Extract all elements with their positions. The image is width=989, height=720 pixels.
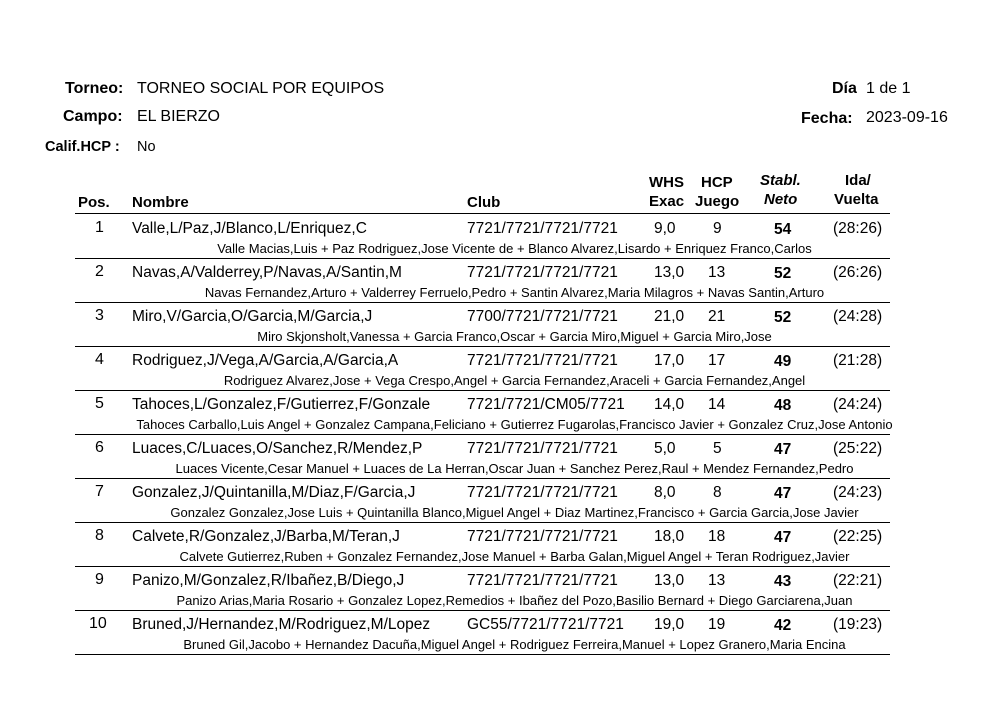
row-divider	[75, 346, 890, 347]
row-ida-vuelta: (22:25)	[833, 528, 883, 545]
header-whs-1: WHS	[649, 174, 684, 191]
row-stableford-neto: 47	[774, 441, 792, 458]
row-ida-vuelta: (24:23)	[833, 484, 883, 501]
row-whs: 13,0	[654, 264, 685, 281]
row-position: 1	[95, 219, 104, 236]
row-player-names: Tahoces Carballo,Luis Angel + Gonzalez Campana,Feliciano + Gutierrez Fugarolas,Francisco Javier + Gonzalez Cruz,Jose Antonio	[136, 417, 893, 432]
row-hcp: 14	[708, 396, 726, 413]
header-divider	[75, 213, 890, 214]
header-stabl-1: Stabl.	[760, 172, 801, 189]
row-team-name: Valle,L/Paz,J/Blanco,L/Enriquez,C	[132, 220, 367, 237]
row-whs: 13,0	[654, 572, 685, 589]
row-hcp: 19	[708, 616, 726, 633]
calif-hcp-label: Calif.HCP :	[45, 139, 120, 155]
header-nombre: Nombre	[132, 194, 189, 211]
row-player-names: Luaces Vicente,Cesar Manuel + Luaces de La Herran,Oscar Juan + Sanchez Perez,Raul + Mendez Fernandez,Pedro	[175, 461, 854, 476]
row-hcp: 21	[708, 308, 726, 325]
row-club: 7721/7721/7721/7721	[467, 484, 618, 501]
row-whs: 14,0	[654, 396, 685, 413]
row-whs: 8,0	[654, 484, 676, 501]
row-whs: 9,0	[654, 220, 676, 237]
row-team-name: Navas,A/Valderrey,P/Navas,A/Santin,M	[132, 264, 402, 281]
row-ida-vuelta: (24:28)	[833, 308, 883, 325]
row-club: 7721/7721/CM05/7721	[467, 396, 625, 413]
row-divider	[75, 566, 890, 567]
row-divider	[75, 258, 890, 259]
row-whs: 18,0	[654, 528, 685, 545]
row-club: 7721/7721/7721/7721	[467, 572, 618, 589]
row-stableford-neto: 42	[774, 617, 792, 634]
row-stableford-neto: 52	[774, 265, 792, 282]
row-team-name: Panizo,M/Gonzalez,R/Ibañez,B/Diego,J	[132, 572, 405, 589]
row-position: 10	[89, 615, 107, 632]
row-hcp: 8	[713, 484, 722, 501]
row-ida-vuelta: (19:23)	[833, 616, 883, 633]
row-whs: 21,0	[654, 308, 685, 325]
row-position: 6	[95, 439, 104, 456]
header-hcp-1: HCP	[701, 174, 733, 191]
header-pos: Pos.	[78, 194, 110, 211]
calif-hcp-value: No	[137, 139, 156, 155]
row-position: 4	[95, 351, 104, 368]
row-ida-vuelta: (24:24)	[833, 396, 883, 413]
row-position: 2	[95, 263, 104, 280]
row-player-names: Valle Macias,Luis + Paz Rodriguez,Jose Vicente de + Blanco Alvarez,Lisardo + Enriquez Franco,Carlos	[217, 241, 812, 256]
row-ida-vuelta: (22:21)	[833, 572, 883, 589]
row-position: 9	[95, 571, 104, 588]
row-hcp: 17	[708, 352, 726, 369]
fecha-value: 2023-09-16	[866, 109, 948, 126]
row-player-names: Gonzalez Gonzalez,Jose Luis + Quintanilla Blanco,Miguel Angel + Diaz Martinez,Francisco + Garcia Garcia,Jose Javier	[170, 505, 859, 520]
row-club: 7721/7721/7721/7721	[467, 352, 618, 369]
row-divider	[75, 610, 890, 611]
row-hcp: 13	[708, 264, 726, 281]
row-club: 7721/7721/7721/7721	[467, 440, 618, 457]
row-stableford-neto: 48	[774, 397, 792, 414]
row-ida-vuelta: (28:26)	[833, 220, 883, 237]
row-team-name: Miro,V/Garcia,O/Garcia,M/Garcia,J	[132, 308, 373, 325]
row-stableford-neto: 47	[774, 529, 792, 546]
row-position: 5	[95, 395, 104, 412]
row-ida-vuelta: (26:26)	[833, 264, 883, 281]
row-stableford-neto: 54	[774, 221, 792, 238]
row-stableford-neto: 43	[774, 573, 792, 590]
row-divider	[75, 390, 890, 391]
row-player-names: Calvete Gutierrez,Ruben + Gonzalez Fernandez,Jose Manuel + Barba Galan,Miguel Angel + Teran Rodriguez,Javier	[179, 549, 850, 564]
campo-value: EL BIERZO	[137, 108, 220, 125]
row-player-names: Panizo Arias,Maria Rosario + Gonzalez Lopez,Remedios + Ibañez del Pozo,Basilio Bernard + Diego Garciarena,Juan	[176, 593, 853, 608]
row-ida-vuelta: (25:22)	[833, 440, 883, 457]
row-stableford-neto: 47	[774, 485, 792, 502]
row-team-name: Luaces,C/Luaces,O/Sanchez,R/Mendez,P	[132, 440, 423, 457]
row-player-names: Rodriguez Alvarez,Jose + Vega Crespo,Angel + Garcia Fernandez,Araceli + Garcia Fernandez,Angel	[223, 373, 806, 388]
row-player-names: Bruned Gil,Jacobo + Hernandez Dacuña,Miguel Angel + Rodriguez Ferreira,Manuel + Lopez Granero,Maria Encina	[183, 637, 846, 652]
row-position: 7	[95, 483, 104, 500]
row-hcp: 5	[713, 440, 722, 457]
row-hcp: 18	[708, 528, 726, 545]
dia-label: Día	[832, 80, 857, 97]
row-team-name: Rodriguez,J/Vega,A/Garcia,A/Garcia,A	[132, 352, 399, 369]
header-club: Club	[467, 194, 501, 211]
campo-label: Campo:	[63, 108, 123, 125]
row-divider	[75, 302, 890, 303]
row-team-name: Tahoces,L/Gonzalez,F/Gutierrez,F/Gonzale	[132, 396, 431, 413]
row-team-name: Gonzalez,J/Quintanilla,M/Diaz,F/Garcia,J	[132, 484, 416, 501]
row-club: 7721/7721/7721/7721	[467, 264, 618, 281]
header-ida-2: Vuelta	[834, 191, 879, 208]
header-stabl-2: Neto	[764, 191, 798, 208]
row-team-name: Calvete,R/Gonzalez,J/Barba,M/Teran,J	[132, 528, 400, 545]
row-club: 7721/7721/7721/7721	[467, 528, 618, 545]
fecha-label: Fecha:	[801, 110, 853, 127]
header-whs-2: Exac	[649, 193, 685, 210]
row-hcp: 9	[713, 220, 722, 237]
row-team-name: Bruned,J/Hernandez,M/Rodriguez,M/Lopez	[132, 616, 431, 633]
row-hcp: 13	[708, 572, 726, 589]
torneo-label: Torneo:	[65, 80, 124, 97]
row-club: GC55/7721/7721/7721	[467, 616, 624, 633]
row-divider	[75, 478, 890, 479]
row-club: 7721/7721/7721/7721	[467, 220, 618, 237]
row-stableford-neto: 49	[774, 353, 792, 370]
dia-value: 1 de 1	[866, 80, 911, 97]
row-divider	[75, 522, 890, 523]
row-whs: 17,0	[654, 352, 685, 369]
row-player-names: Miro Skjonsholt,Vanessa + Garcia Franco,Oscar + Garcia Miro,Miguel + Garcia Miro,Jose	[257, 329, 772, 344]
row-divider	[75, 654, 890, 655]
row-stableford-neto: 52	[774, 309, 792, 326]
row-ida-vuelta: (21:28)	[833, 352, 883, 369]
torneo-value: TORNEO SOCIAL POR EQUIPOS	[137, 80, 385, 97]
row-divider	[75, 434, 890, 435]
row-whs: 19,0	[654, 616, 685, 633]
row-whs: 5,0	[654, 440, 676, 457]
header-ida-1: Ida/	[845, 172, 871, 189]
row-club: 7700/7721/7721/7721	[467, 308, 618, 325]
row-position: 8	[95, 527, 104, 544]
row-player-names: Navas Fernandez,Arturo + Valderrey Ferruelo,Pedro + Santin Alvarez,Maria Milagros + Navas Santin,Arturo	[204, 285, 825, 300]
row-position: 3	[95, 307, 104, 324]
header-hcp-2: Juego	[695, 193, 740, 210]
